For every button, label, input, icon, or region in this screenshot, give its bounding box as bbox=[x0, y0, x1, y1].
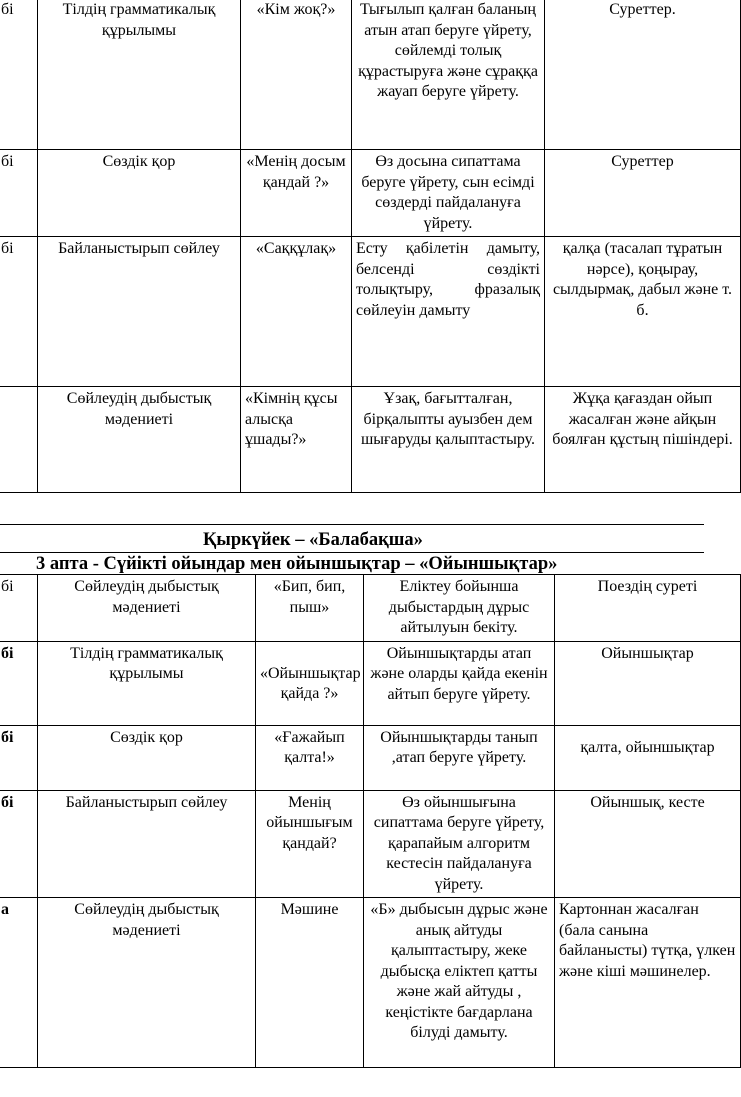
section-cell: Сөйлеудің дыбыстық мәдениеті bbox=[38, 898, 256, 1068]
materials-cell: Суреттер bbox=[545, 150, 741, 237]
section-cell: Сөздік қор bbox=[38, 725, 256, 790]
goal-cell: «Б» дыбысын дұрыс және анық айтуды қалыптастыру, жеке дыбысқа еліктеп қатты және жай айтуды , кеңістікте бағдарлана білуді дамыту. bbox=[364, 898, 555, 1068]
table-row bbox=[0, 0, 741, 150]
topic-cell: «Ғажайып қалта!» bbox=[256, 725, 364, 790]
table-row bbox=[0, 150, 741, 237]
week-title: 3 апта - Сүйікті ойындар мен ойыншықтар – «Ойыншықтар» bbox=[36, 554, 558, 574]
materials-cell: Поездің суреті bbox=[555, 575, 741, 642]
lesson-table-2 bbox=[0, 574, 741, 1068]
goal-cell: Есту қабілетін дамыту, белсенді сөздікті толықтыру, фразалық сөйлеуін дамыту bbox=[352, 237, 545, 387]
table-row bbox=[0, 575, 741, 642]
goal-cell: Өз ойыншығына сипаттама беруге үйрету, қарапайым алгоритм кестесін пайдалануға үйрету. bbox=[364, 790, 555, 898]
section-cell: Сөйлеудің дыбыстық мәдениеті bbox=[38, 387, 241, 493]
topic-cell: Мәшине bbox=[256, 898, 364, 1068]
topic-cell: «Ойыншықтар қайда ?» bbox=[256, 641, 364, 725]
goal-cell: Ойыншықтарды атап және оларды қайда екенін айтып беруге үйрету. bbox=[364, 641, 555, 725]
materials-cell: Жұқа қағаздан ойып жасалған және айқын боялған құстың пішіндері. bbox=[545, 387, 741, 493]
materials-cell: Ойыншық, кесте bbox=[555, 790, 741, 898]
section-cell: Байланыстырып сөйлеу bbox=[38, 237, 241, 387]
section-cell: Сөйлеудің дыбыстық мәдениеті bbox=[38, 575, 256, 642]
section-cell: Сөздік қор bbox=[38, 150, 241, 237]
materials-cell: Картоннан жасалған (бала санына байланысты) түтқа, үлкен және кіші мәшинелер. bbox=[555, 898, 741, 1068]
day-cell: бі bbox=[0, 150, 38, 237]
topic-cell: Менің ойыншығым қандай? bbox=[256, 790, 364, 898]
lesson-table-1 bbox=[0, 0, 741, 493]
topic-cell: «Бип, бип, пыш» bbox=[256, 575, 364, 642]
goal-cell: Ұзақ, бағытталған, бірқалыпты ауызбен дем шығаруды қалыптастыру. bbox=[352, 387, 545, 493]
day-cell: бі bbox=[0, 725, 38, 790]
table-row bbox=[0, 237, 741, 387]
goal-cell: Тығылып қалған баланың атын атап беруге үйрету, сөйлемді толық құрастыруға және сұраққа жауап беруге үйрету. bbox=[352, 0, 545, 150]
day-cell: а bbox=[0, 898, 38, 1068]
day-cell: бі bbox=[0, 790, 38, 898]
goal-cell: Еліктеу бойынша дыбыстардың дұрыс айтылуын бекіту. bbox=[364, 575, 555, 642]
month-title: Қыркүйек – «Балабақша» bbox=[203, 530, 423, 550]
day-cell: бі bbox=[0, 237, 38, 387]
materials-cell: қалқа (тасалап тұратын нәрсе), қоңырау, сылдырмақ, дабыл және т. б. bbox=[545, 237, 741, 387]
day-cell: бі bbox=[0, 641, 38, 725]
topic-cell: «Кімнің құсы алысқа ұшады?» bbox=[241, 387, 352, 493]
table-row bbox=[0, 898, 741, 1068]
section-cell: Тілдің грамматикалық құрылымы bbox=[38, 0, 241, 150]
section-cell: Тілдің грамматикалық құрылымы bbox=[38, 641, 256, 725]
table-row bbox=[0, 725, 741, 790]
topic-cell: «Менің досым қандай ?» bbox=[241, 150, 352, 237]
table-row bbox=[0, 641, 741, 725]
topic-cell: «Саққұлақ» bbox=[241, 237, 352, 387]
topic-cell: «Кім жоқ?» bbox=[241, 0, 352, 150]
divider bbox=[0, 524, 704, 525]
materials-cell: қалта, ойыншықтар bbox=[555, 725, 741, 790]
day-cell: бі bbox=[0, 0, 38, 150]
materials-cell: Суреттер. bbox=[545, 0, 741, 150]
day-cell bbox=[0, 387, 38, 493]
table-row bbox=[0, 387, 741, 493]
goal-cell: Ойыншықтарды танып ,атап беруге үйрету. bbox=[364, 725, 555, 790]
day-cell: бі bbox=[0, 575, 38, 642]
table-row bbox=[0, 790, 741, 898]
section-cell: Байланыстырып сөйлеу bbox=[38, 790, 256, 898]
goal-cell: Өз досына сипаттама беруге үйрету, сын есімді сөздерді пайдалануға үйрету. bbox=[352, 150, 545, 237]
materials-cell: Ойыншықтар bbox=[555, 641, 741, 725]
